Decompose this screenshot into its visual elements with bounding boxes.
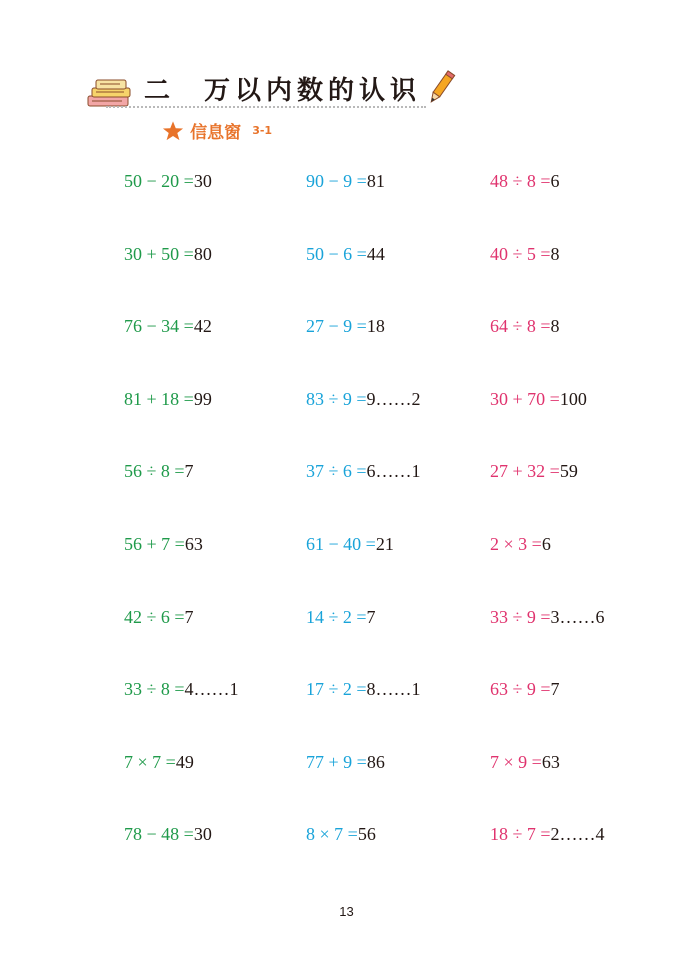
problem-answer: 99 (193, 388, 212, 409)
problem-answer: 56 (357, 824, 376, 845)
problem-answer: 100 (559, 388, 587, 409)
chapter-number: 二 (144, 76, 173, 106)
problem-expression: 56 ÷ 8 = (124, 461, 185, 482)
problem-expression: 17 ÷ 2 = (306, 679, 367, 700)
problem-expression: 63 ÷ 9 = (490, 679, 551, 700)
problem-item (306, 243, 385, 265)
problem-expression: 2 × 3 = (490, 534, 542, 554)
problem-answer: 6……1 (366, 461, 421, 482)
problem-item (490, 606, 605, 628)
problem-answer: 6 (541, 534, 551, 554)
problem-expression: 7 × 9 = (490, 751, 542, 772)
section-label: 信息窗 (190, 123, 242, 143)
problem-answer: 9……2 (366, 388, 421, 409)
problem-item (306, 170, 385, 192)
problem-item (490, 460, 578, 482)
problem-answer: 18 (366, 316, 385, 337)
problem-expression: 76 − 34 = (124, 316, 194, 337)
problem-expression: 37 ÷ 6 = (306, 461, 367, 482)
problem-item (124, 315, 212, 337)
problem-item (124, 606, 194, 628)
problem-expression: 83 ÷ 9 = (306, 388, 367, 409)
problem-expression: 14 ÷ 2 = (306, 606, 367, 627)
problem-answer: 4……1 (184, 679, 239, 700)
problem-answer: 49 (175, 751, 194, 772)
problem-answer: 7 (184, 461, 194, 482)
problem-item (490, 751, 560, 773)
problem-item (306, 751, 385, 773)
problem-answer: 86 (366, 751, 385, 772)
problem-item (124, 388, 212, 410)
problem-answer: 63 (541, 751, 560, 772)
problem-item (490, 243, 560, 265)
problem-answer: 7 (366, 606, 376, 627)
problem-expression: 30 + 50 = (124, 243, 194, 264)
problem-expression: 81 + 18 = (124, 388, 194, 409)
problem-answer: 42 (193, 316, 212, 337)
problem-expression: 50 − 6 = (306, 243, 367, 264)
problem-answer: 7 (550, 679, 560, 700)
problem-item (124, 678, 239, 700)
problem-expression: 64 ÷ 8 = (490, 316, 551, 337)
problem-item (490, 315, 560, 337)
problem-expression: 30 + 70 = (490, 388, 560, 409)
section-code: 3-1 (252, 124, 273, 137)
problem-expression: 8 × 7 = (306, 824, 358, 845)
problem-expression: 78 − 48 = (124, 824, 194, 845)
problem-answer: 30 (193, 171, 212, 191)
problem-item (124, 823, 212, 845)
problem-item (306, 460, 421, 482)
problem-item (306, 315, 385, 337)
problem-item (124, 751, 194, 773)
problem-item (306, 533, 394, 555)
problem-answer: 44 (366, 243, 385, 264)
problem-answer: 8……1 (366, 679, 421, 700)
problem-item (306, 678, 421, 700)
problem-expression: 42 ÷ 6 = (124, 606, 185, 627)
problem-expression: 61 − 40 = (306, 534, 376, 554)
problem-item (490, 388, 587, 410)
problem-answer: 8 (550, 243, 560, 264)
problem-answer: 2……4 (550, 824, 605, 845)
problem-answer: 63 (184, 534, 203, 554)
chapter-title: 万以内数的认识 (204, 76, 422, 106)
problem-expression: 56 + 7 = (124, 534, 185, 554)
problem-expression: 77 + 9 = (306, 751, 367, 772)
problem-item (306, 388, 421, 410)
problem-item (124, 243, 212, 265)
problem-expression: 27 + 32 = (490, 461, 560, 482)
problem-expression: 7 × 7 = (124, 751, 176, 772)
problem-item (124, 533, 203, 555)
problem-answer: 3……6 (550, 606, 605, 627)
problem-item (306, 823, 376, 845)
problem-item (124, 460, 194, 482)
page-number: 13 (339, 904, 354, 919)
problem-expression: 18 ÷ 7 = (490, 824, 551, 845)
problem-item (490, 823, 605, 845)
problem-expression: 40 ÷ 5 = (490, 243, 551, 264)
problem-answer: 7 (184, 606, 194, 627)
problem-answer: 80 (193, 243, 212, 264)
problem-answer: 6 (550, 171, 560, 191)
problem-item (490, 533, 551, 555)
problem-expression: 33 ÷ 9 = (490, 606, 551, 627)
problem-expression: 50 − 20 = (124, 171, 194, 191)
problem-expression: 90 − 9 = (306, 171, 367, 191)
problem-item (490, 170, 560, 192)
problem-answer: 59 (559, 461, 578, 482)
problem-answer: 81 (366, 171, 385, 191)
problem-item (490, 678, 560, 700)
problem-answer: 8 (550, 316, 560, 337)
problem-answer: 21 (375, 534, 394, 554)
problem-item (306, 606, 376, 628)
problem-answer: 30 (193, 824, 212, 845)
problem-expression: 33 ÷ 8 = (124, 679, 185, 700)
problem-expression: 48 ÷ 8 = (490, 171, 551, 191)
problem-expression: 27 − 9 = (306, 316, 367, 337)
problem-item (124, 170, 212, 192)
